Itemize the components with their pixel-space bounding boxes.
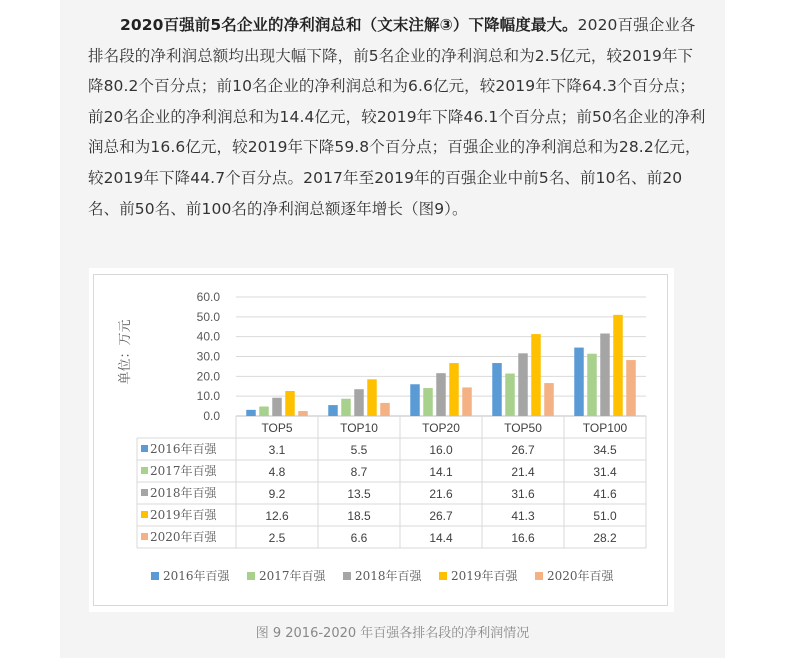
data-label: 31.6 [511, 487, 535, 501]
data-label: 26.7 [511, 443, 535, 457]
y-tick-label: 30.0 [196, 349, 220, 364]
data-label: 34.5 [593, 443, 617, 457]
paragraph-heading: 2020百强前5名企业的净利润总和（文末注解③）下降幅度最大。 [120, 16, 578, 34]
data-label: 14.4 [429, 531, 453, 545]
bar [544, 383, 554, 416]
x-tick-label: TOP20 [422, 421, 460, 435]
table-legend-swatch [141, 489, 148, 496]
bar [518, 353, 528, 416]
bar [574, 348, 584, 416]
y-tick-label: 10.0 [196, 389, 220, 404]
data-label: 41.3 [511, 509, 535, 523]
data-label: 31.4 [593, 465, 617, 479]
y-tick-label: 40.0 [196, 329, 220, 344]
table-legend-swatch [141, 511, 148, 518]
table-series-label: 2020年百强 [150, 530, 217, 544]
x-tick-label: TOP10 [340, 421, 378, 435]
data-label: 4.8 [268, 465, 286, 479]
figure-caption: 图 9 2016-2020 年百强各排名段的净利润情况 [255, 626, 530, 641]
data-label: 12.6 [265, 509, 289, 523]
data-label: 6.6 [350, 531, 368, 545]
table-series-label: 2016年百强 [150, 442, 217, 456]
bar [531, 334, 541, 416]
data-label: 3.1 [268, 443, 286, 457]
legend-label: 2020年百强 [547, 569, 614, 583]
bar [246, 410, 256, 416]
bar [626, 360, 636, 416]
y-tick-label: 0.0 [203, 409, 220, 423]
data-label: 16.0 [429, 443, 453, 457]
bar [341, 399, 351, 416]
chart-figure [89, 268, 674, 612]
legend-label: 2019年百强 [451, 569, 518, 583]
x-tick-label: TOP5 [261, 421, 293, 435]
article-body [60, 0, 725, 658]
table-legend-swatch [141, 533, 148, 540]
data-label: 9.2 [268, 487, 286, 501]
page-margin-left [0, 0, 60, 658]
article-paragraph [88, 10, 708, 224]
legend-swatch [439, 572, 447, 580]
bar [285, 391, 295, 416]
bar [462, 387, 472, 416]
y-tick-label: 50.0 [196, 309, 220, 324]
legend-label: 2017年百强 [259, 569, 326, 583]
bar [259, 406, 269, 416]
data-label: 14.1 [429, 465, 453, 479]
legend-swatch [151, 572, 159, 580]
bar [328, 405, 338, 416]
table-series-label: 2018年百强 [150, 486, 217, 500]
data-label: 21.6 [429, 487, 453, 501]
data-label: 51.0 [593, 509, 617, 523]
legend-label: 2018年百强 [355, 569, 422, 583]
net-profit-chart [89, 268, 674, 612]
data-label: 21.4 [511, 465, 535, 479]
table-series-label: 2019年百强 [150, 508, 217, 522]
bar [423, 388, 433, 416]
data-label: 18.5 [347, 509, 371, 523]
data-label: 26.7 [429, 509, 453, 523]
bar [492, 363, 502, 416]
page-margin-right [725, 0, 785, 658]
bar [367, 379, 377, 416]
table-legend-swatch [141, 445, 148, 452]
legend-swatch [343, 572, 351, 580]
bar [380, 403, 390, 416]
bar [354, 389, 364, 416]
legend-swatch [247, 572, 255, 580]
data-label: 8.7 [350, 465, 368, 479]
bar [436, 373, 446, 416]
y-tick-label: 20.0 [196, 369, 220, 384]
bar [272, 398, 282, 416]
chart-frame [94, 275, 668, 606]
bar [600, 333, 610, 416]
y-tick-label: 60.0 [196, 290, 220, 304]
bar [449, 363, 459, 416]
bar [587, 354, 597, 416]
y-axis-label: 单位：万元 [118, 319, 133, 385]
table-series-label: 2017年百强 [150, 464, 217, 478]
table-legend-swatch [141, 467, 148, 474]
legend-swatch [535, 572, 543, 580]
x-tick-label: TOP50 [504, 421, 542, 435]
bar [613, 315, 623, 416]
data-label: 13.5 [347, 487, 371, 501]
bar [298, 411, 308, 416]
data-label: 5.5 [350, 443, 368, 457]
data-label: 28.2 [593, 531, 617, 545]
data-label: 41.6 [593, 487, 617, 501]
paragraph-text: 2020百强企业各排名段的净利润总额均出现大幅下降，前5名企业的净利润总和为2.5亿元，较2019年下降80.2个百分点；前10名企业的净利润总和为6.6亿元，较2019年下降64.3个百分点；前20名企业的净利润总和为14.4亿元，较2019年下降46.1个百分点；前50名企业的净利润总和为16.6亿元，较2019年下降59.8个百分点；百强企业的净利润总和为28.2亿元，较2019年下降44.7个百分点。2017年至2019年的百强企业中前5名、前10名、前20名、前50名、前100名的净利润总额逐年增长（图9）。 [88, 16, 706, 218]
data-label: 16.6 [511, 531, 535, 545]
legend-label: 2016年百强 [163, 569, 230, 583]
x-tick-label: TOP100 [582, 421, 628, 435]
bar [410, 384, 420, 416]
bar [505, 374, 515, 416]
data-label: 2.5 [268, 531, 286, 545]
